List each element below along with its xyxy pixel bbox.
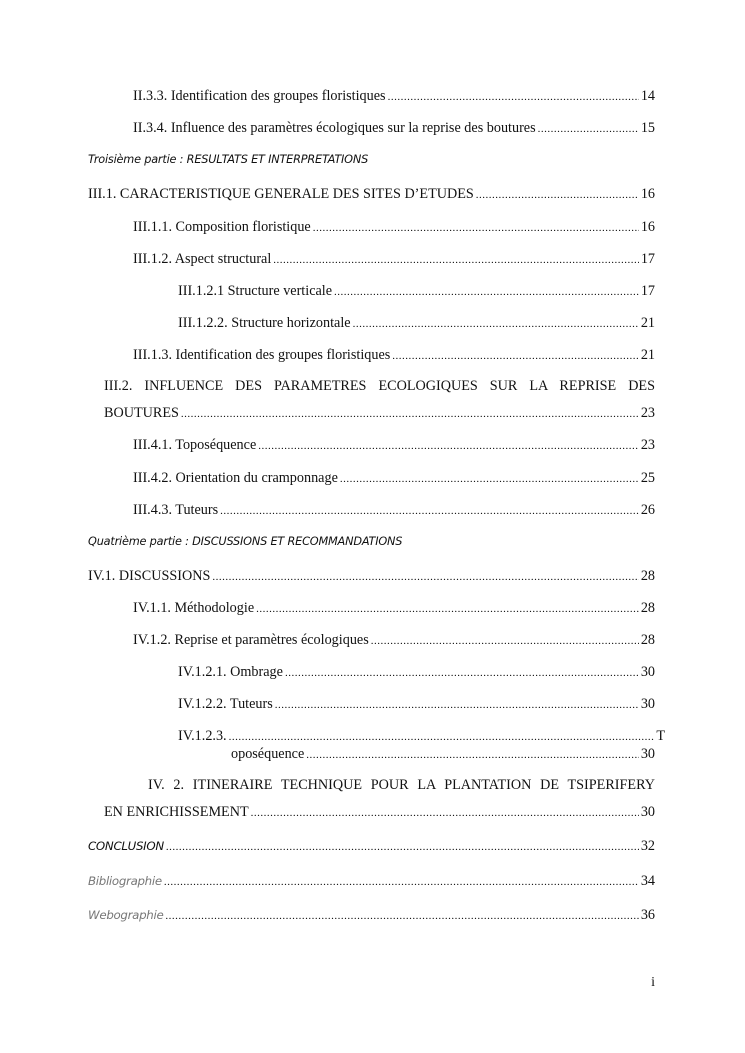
toc-entry-page: 28	[640, 632, 655, 648]
toc-entry[interactable]	[133, 631, 655, 650]
toc-entry[interactable]	[104, 404, 655, 423]
toc-entry-wrapped-line1[interactable]: III.2. INFLUENCE DES PARAMETRES ECOLOGIQUES SUR LA REPRISE DES	[104, 378, 655, 394]
dot-leader	[181, 405, 639, 423]
toc-entry-label: CONCLUSION	[88, 839, 164, 853]
part-heading-fourth: Quatrième partie : DISCUSSIONS ET RECOMMANDATIONS	[88, 535, 403, 548]
toc-entry-page: 16	[640, 186, 655, 202]
toc-entry-label: II.3.3. Identification des groupes floristiques	[133, 88, 386, 104]
dot-leader	[353, 315, 639, 333]
toc-entry-page: 28	[640, 568, 655, 584]
toc-entry[interactable]	[231, 745, 655, 764]
toc-entry-page: 36	[640, 907, 655, 923]
toc-entry-page: 17	[640, 251, 655, 267]
toc-entry-label: III.1.2.1 Structure verticale	[178, 283, 333, 299]
dot-leader	[313, 219, 639, 237]
toc-entry-label: BOUTURES	[104, 405, 179, 421]
toc-entry[interactable]	[88, 185, 655, 204]
dot-leader	[392, 347, 639, 365]
toc-entry-label: IV.1. DISCUSSIONS	[88, 568, 211, 584]
dot-leader	[275, 696, 639, 714]
toc-entry-label: III.4.3. Tuteurs	[133, 502, 219, 518]
toc-entry-page: 30	[640, 664, 655, 680]
toc-entry-label: III.1.2. Aspect structural	[133, 251, 272, 267]
toc-entry-page: 23	[640, 405, 655, 421]
toc-entry[interactable]	[88, 837, 655, 856]
part-heading-third: Troisième partie : RESULTATS ET INTERPRETATIONS	[88, 153, 369, 166]
toc-entry-label: III.1. CARACTERISTIQUE GENERALE DES SITES D’ETUDES	[88, 186, 474, 202]
toc-entry[interactable]	[88, 567, 655, 586]
dot-leader	[166, 838, 639, 856]
toc-entry[interactable]	[133, 250, 655, 269]
toc-entry-page: 14	[640, 88, 655, 104]
toc-entry-page: 30	[640, 696, 655, 712]
toc-entry[interactable]	[178, 282, 655, 301]
toc-entry-page: 16	[640, 219, 655, 235]
page-number: i	[651, 975, 655, 990]
dot-leader	[165, 907, 638, 925]
dot-leader	[212, 568, 638, 586]
toc-entry-page: 17	[640, 283, 655, 299]
toc-entry-page: 26	[640, 502, 655, 518]
toc-entry-label: IV.1.1. Méthodologie	[133, 600, 255, 616]
toc-entry-page: 21	[640, 315, 655, 331]
toc-entry-label: Bibliographie	[88, 874, 162, 888]
toc-entry-label: oposéquence	[231, 746, 305, 762]
dot-leader	[306, 746, 639, 764]
toc-entry[interactable]	[133, 599, 655, 618]
toc-entry-label: III.4.1. Toposéquence	[133, 437, 257, 453]
dot-leader	[334, 283, 639, 301]
toc-entry-page: 25	[640, 470, 655, 486]
dot-leader	[388, 88, 639, 106]
toc-entry[interactable]	[178, 663, 655, 682]
dot-leader	[258, 437, 639, 455]
dot-leader	[476, 186, 639, 204]
toc-entry-label: III.1.1. Composition floristique	[133, 219, 311, 235]
dot-leader	[371, 632, 639, 650]
dot-leader	[256, 600, 639, 618]
toc-entry[interactable]	[133, 218, 655, 237]
toc-entry-page: 28	[640, 600, 655, 616]
toc-entry[interactable]	[133, 87, 655, 106]
dot-leader	[273, 251, 639, 269]
toc-entry-label-end: T	[656, 728, 665, 744]
toc-entry[interactable]	[104, 803, 655, 822]
toc-entry-page: 23	[640, 437, 655, 453]
toc-entry-page: 32	[640, 838, 655, 854]
toc-entry-label: IV.1.2.2. Tuteurs	[178, 696, 273, 712]
toc-entry[interactable]	[178, 314, 655, 333]
toc-entry-page: 21	[640, 347, 655, 363]
toc-entry[interactable]	[133, 346, 655, 365]
toc-entry-label: IV.1.2. Reprise et paramètres écologiques	[133, 632, 369, 648]
toc-entry[interactable]	[88, 906, 655, 925]
toc-entry[interactable]	[133, 436, 655, 455]
toc-entry-label: EN ENRICHISSEMENT	[104, 804, 249, 820]
toc-entry[interactable]	[133, 469, 655, 488]
dot-leader	[340, 470, 639, 488]
toc-entry[interactable]	[88, 872, 655, 891]
toc-entry-page: 30	[640, 804, 655, 820]
toc-entry[interactable]	[133, 501, 655, 520]
toc-entry-wrapped-line1[interactable]	[178, 727, 665, 746]
toc-entry-label: III.1.2.2. Structure horizontale	[178, 315, 351, 331]
dot-leader	[220, 502, 639, 520]
toc-entry-label: IV.1.2.3.	[178, 728, 227, 744]
toc-entry-label: III.1.3. Identification des groupes floristiques	[133, 347, 391, 363]
toc-entry-wrapped-line1[interactable]: IV. 2. ITINERAIRE TECHNIQUE POUR LA PLANTATION DE TSIPERIFERY	[148, 777, 655, 793]
dot-leader	[164, 873, 639, 891]
toc-entry-page: 15	[640, 120, 655, 136]
toc-entry-label: III.4.2. Orientation du cramponnage	[133, 470, 338, 486]
toc-entry-page: 34	[640, 873, 655, 889]
toc-entry-label: II.3.4. Influence des paramètres écologiques sur la reprise des boutures	[133, 120, 536, 136]
dot-leader	[229, 728, 655, 746]
dot-leader	[538, 120, 639, 138]
dot-leader	[251, 804, 639, 822]
dot-leader	[285, 664, 639, 682]
toc-entry-label: Webographie	[88, 908, 164, 922]
toc-entry-label: IV.1.2.1. Ombrage	[178, 664, 283, 680]
toc-entry-page: 30	[640, 746, 655, 762]
toc-entry[interactable]	[178, 695, 655, 714]
toc-entry[interactable]	[133, 119, 655, 138]
